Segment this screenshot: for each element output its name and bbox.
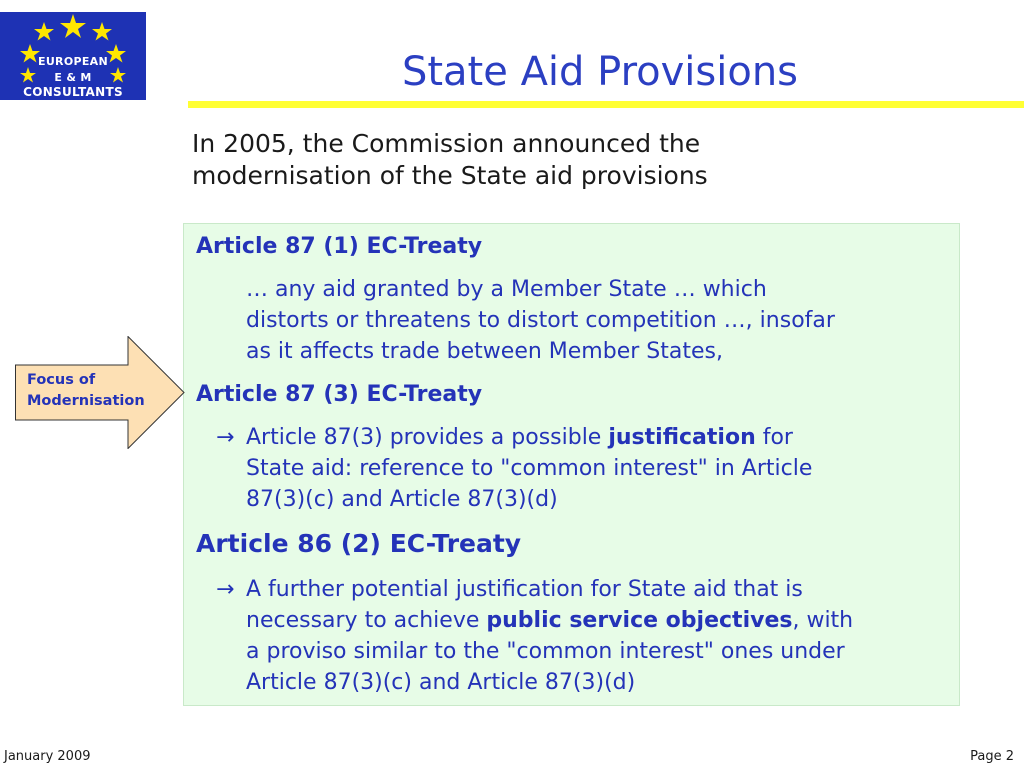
paragraph-article-87-1: [246, 274, 946, 367]
right-arrow-icon: →: [216, 425, 235, 450]
paragraph-line: a proviso similar to the "common interest" ones under: [246, 639, 845, 664]
intro-line: In 2005, the Commission announced the: [192, 129, 701, 158]
paragraph-text: necessary to achieve: [246, 608, 487, 633]
right-arrow-icon: →: [216, 577, 235, 602]
focus-label-line: Modernisation: [27, 393, 145, 409]
focus-label: [27, 370, 145, 412]
heading-article-87-3: Article 87 (3) EC-Treaty: [196, 382, 483, 407]
footer-page-number: Page 2: [970, 749, 1014, 764]
paragraph-text: for: [755, 425, 793, 450]
paragraph-line: … any aid granted by a Member State … which: [246, 277, 767, 302]
star-icon: [34, 22, 54, 41]
footer-date: January 2009: [4, 749, 91, 764]
focus-label-line: Focus of: [27, 372, 96, 388]
paragraph-article-87-3: [246, 422, 946, 515]
logo: [0, 12, 146, 100]
paragraph-text: Article 87(3) provides a possible: [246, 425, 609, 450]
title-underline: [188, 101, 1024, 108]
paragraph-line: 87(3)(c) and Article 87(3)(d): [246, 487, 558, 512]
paragraph-text: , with: [792, 608, 854, 633]
star-icon: [92, 22, 112, 41]
page-title: State Aid Provisions: [401, 49, 799, 95]
paragraph-line: Article 87(3)(c) and Article 87(3)(d): [246, 670, 636, 695]
logo-line-1: EUROPEAN: [38, 55, 108, 68]
star-icon: [60, 14, 86, 38]
paragraph-line: State aid: reference to "common interest" in Article: [246, 456, 813, 481]
paragraph-line: distorts or threatens to distort competition …, insofar: [246, 308, 835, 333]
emphasis-public-service-objectives: public service objectives: [486, 608, 793, 633]
heading-article-86-2: Article 86 (2) EC-Treaty: [196, 529, 522, 558]
logo-line-3: CONSULTANTS: [23, 85, 123, 99]
intro-line: modernisation of the State aid provisions: [192, 161, 708, 190]
paragraph-line: as it affects trade between Member States,: [246, 339, 723, 364]
heading-article-87-1: Article 87 (1) EC-Treaty: [196, 234, 483, 259]
intro-text: [192, 128, 812, 192]
emphasis-justification: justification: [608, 425, 756, 450]
articles-box: [183, 223, 960, 706]
paragraph-line: A further potential justification for State aid that is: [246, 577, 803, 602]
logo-line-2: E & M: [54, 71, 92, 84]
paragraph-article-86-2: [246, 574, 946, 698]
